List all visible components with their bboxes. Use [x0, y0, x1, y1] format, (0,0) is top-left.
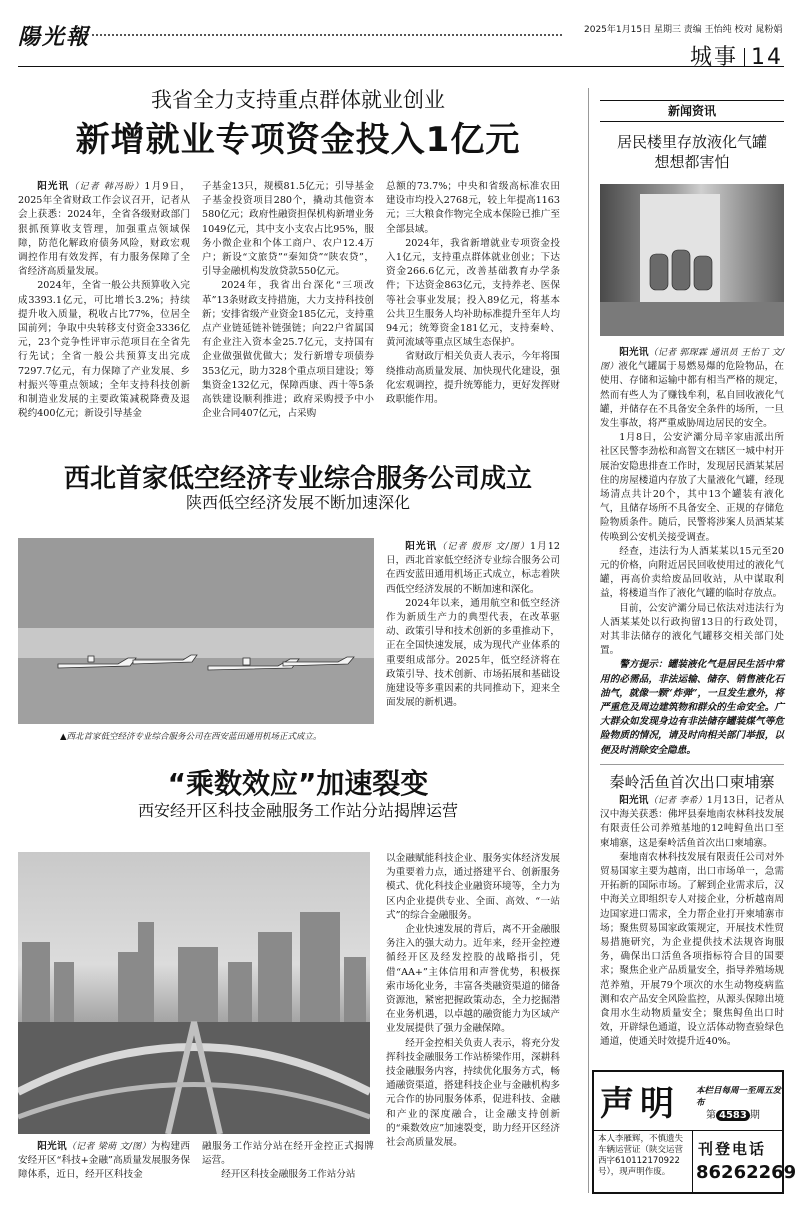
article1-column-1: [18, 180, 190, 421]
gas-cylinder-photo: [600, 184, 784, 336]
section-separator: [744, 48, 745, 66]
issue-info: 2025年1月15日 星期三 责编 王怡纯 校对 晁粉娟: [584, 25, 783, 35]
gas-cylinders-icon: [600, 184, 784, 336]
article1-lead: 阳光讯: [37, 181, 70, 192]
article1-text-5: 总额的73.7%；中央和省级高标准农田建设市均投入2768元，较上年提高1163元；三大粮食作物完全成本保险已推广至全部县域。: [386, 181, 560, 235]
article1-headline: 新增就业专项资金投入1亿元: [75, 120, 521, 160]
newspaper-logo: 陽光報: [18, 24, 91, 50]
article1-column-2: [202, 180, 374, 421]
news1-text-3: 经查，违法行为人酒某某以15元至20元的价格，向附近居民回收使用过的液化气罐，再高价卖给废品回收站，从中谋取利益，将楼道当作了液化气罐的临时存放点。: [600, 545, 784, 600]
article3-headline: “乘数效应”加速裂变: [167, 767, 429, 800]
article1-kicker: 我省全力支持重点群体就业创业: [151, 88, 445, 112]
article2-caption: ▲西北首家低空经济专业综合服务公司在西安蓝田通用机场正式成立。: [60, 732, 322, 742]
sidebar-news1-body: [600, 346, 784, 758]
news1-text-4: 目前，公安浐灞分局已依法对违法行为人酒某某处以行政拘留13日的行政处罚，对其非法储存的液化气罐移交相关部门处置。: [600, 602, 784, 657]
article2-text-1: 1月12日，西北首家低空经济专业综合服务公司在西安蓝田通用机场正式成立，标志着陕西低空经济发展的不断加速和深化。: [386, 541, 561, 595]
article3-text-2: 融服务工作站分站在经开金控正式揭牌运营。: [202, 1141, 374, 1167]
article2-column: [386, 540, 560, 710]
article3-text-5: 企业快速发展的背后，离不开金融服务注入的强大动力。近年来，经开金控遵循经开区及经发控股的战略指引，凭借“AA+”主体信用和声誉优势，积极探索市场化业务，丰富各类融资渠道的储备资源池，紧密把握政策动态，全力挖掘潜在业务机遇，以卓越的融资能力为区域产业发展提供了强力金融保障。: [386, 924, 560, 1035]
news1-tip: 警方提示：罐装液化气是居民生活中常用的必需品，非法运输、储存、销售液化石油气，就像一颗“炸弹”，一旦发生意外，将严重危及周边建筑物和群众的生命安全。广大群众如发现身边有非法储存罐装煤气等危险物质的情况，请及时向相关部门举报，以便及时消除安全隐患。: [600, 659, 784, 756]
notice-title: 声明: [600, 1084, 680, 1124]
article2-byline: （记者 殷形 文/图）: [437, 542, 530, 552]
article3-column-2: [202, 1140, 374, 1183]
sidebar-news2-title: 秦岭活鱼首次出口柬埔寨: [600, 764, 784, 792]
top-rule: [18, 66, 784, 67]
notice-issue-suffix: 期: [749, 1110, 760, 1121]
article3-byline: （记者 梁萌 文/图）: [66, 1142, 151, 1152]
notice-text: 本人李雁辉，不慎遗失车辆运营证（陕交运营西字610112170922号），现声明作废。: [598, 1134, 684, 1177]
notice-schedule: 本栏目每周一至周五发布: [696, 1086, 782, 1108]
article3-column-1: [18, 1140, 190, 1183]
airplanes-icon: [18, 538, 374, 724]
article1-text-2: 2024年，全省一般公共预算收入完成3393.1亿元，可比增长3.2%；持续提升收入质量，税收占比77%，位居全国前列；争取中央转移支付资金3336亿元，23个竞争性评审示范项目在全省先行先试；全省一般公共预算支出完成7297.7亿元，有力保障了产业发展、乡村振兴等重点领域；全年支持科技创新和制造业发展的主要政策减税降费及退税约400亿元；新设引导基金: [18, 280, 190, 420]
article1-text-1: 1月9日，2025年全省财政工作会议召开，记者从会上获悉：2024年，全省各级财政部门狠抓预算收支管理，加强重点领域保障，防范化解政府债务风险，财政宏观调控作用有效发挥，有力服务保障了全省经济高质量发展。: [18, 181, 190, 278]
notice-phone: 86262269: [696, 1162, 797, 1183]
article1-byline: （记者 韩冯盼）: [69, 182, 145, 192]
news2-byline: （记者 李希）: [648, 796, 707, 806]
article1-text-6: 2024年，我省新增就业专项资金投入1亿元，支持重点群体就业创业；下达资金266.6亿元，改善基础教育办学条件；下达资金863亿元，支持养老、医保等社会事业发展；投入89亿元，将基本公共卫生服务人均补助标准提升至年人均94元；统筹资金181亿元，支持秦岭、黄河流域等重点区域生态保护。: [386, 237, 560, 349]
article2-text-2: 2024年以来，通用航空和低空经济作为新质生产力的典型代表，在改革驱动、政策引导和技术创新的多重推动下，正在全国快速发展，成为现代产业体系的重要组成部分。2025年，低空经济将在政策引导、技术创新、市场拓展和基础设施建设等多重因素的共同推动下，迎来全面发展的新机遇。: [386, 597, 560, 709]
article1-column-3: [386, 180, 560, 407]
article3-lead: 阳光讯: [37, 1141, 67, 1152]
article3-text-1: 为构建西安经开区“科技+金融”高质量发展服务保障体系，近日，经开区科技金: [18, 1141, 191, 1181]
news1-text-1: 液化气罐属于易燃易爆的危险物品，在使用、存储和运输中都有相当严格的规定，然而有些人为了赚钱牟利，私自回收液化气罐，并储存在不具备安全条件的场所，一旦发生事故，将严重威胁周边居民的安全。: [600, 361, 784, 430]
article2-lead: 阳光讯: [405, 541, 438, 552]
article3-text-4: 以金融赋能科技企业、服务实体经济发展为重要着力点，通过搭建平台、创新服务模式、优化科技企业融资环境等，全力为区内企业提供专业、全面、高效、“一站式”的综合金融服务。: [386, 853, 560, 921]
masthead-divider: [92, 34, 562, 36]
news2-text-1: 1月13日，记者从汉中海关获悉：佛坪县秦地南农林科技发展有限责任公司养殖基地的12吨鲟鱼出口至柬埔寨，这是秦岭活鱼首次出口柬埔寨。: [600, 795, 785, 849]
city-skyline-icon: [18, 852, 370, 1134]
notice-phone-label: 刊登电话: [698, 1140, 767, 1158]
article1-text-3: 子基金13只，规模81.5亿元；引导基金子基金投资项目280个，撬动其他资本580亿元；政府性融资担保机构新增业务1049亿元，其中支小支农占比95%，服务小微企业和个体工商户、农户12.4万户；新设“文旅贷”“秦知贷”“陕农贷”，引导金融机构发放贷款550亿元。: [202, 181, 374, 278]
sidebar-news2-body: [600, 794, 784, 1050]
news1-text-2: 1月8日，公安浐灞分局辛家庙派出所社区民警李劲松和高智文在辖区一城中村开展治安隐患排查工作时，发现居民酒某某居住的房屋楼道内存放了大量液化气罐，经现场清点共计20个，其中13个罐装有液化气，且储存场所不具备安全、正规的存储危险物质条件。随后，民警将涉案人员酒某某传唤到公安机关接受调查。: [600, 432, 784, 543]
article2-kicker: 陕西低空经济发展不断加速深化: [185, 493, 410, 512]
article3-text-3: 经开区科技金融服务工作站分站: [221, 1169, 356, 1181]
article1-text-4: 2024年，我省出台深化“三项改革”13条财政支持措施，大力支持科技创新；安排省级产业资金185亿元，支持重点产业链延链补链强链；向22户省属国有企业注入资本金25.7亿元，支持国有企业做强做优做大；发行新增专项债券353亿元，助力328个重点项目建设；筹集资金132亿元，保障西康、西十等5条高铁建设顺利推进；政府采购授予中小企业合同407亿元，占采购: [202, 280, 374, 420]
notice-box: [592, 1070, 797, 1194]
page-number: 14: [751, 45, 783, 70]
news1-byline: （记者 郭琛霖 通讯员 王怡丁 文/图）: [600, 348, 784, 373]
section-name: 城事: [689, 45, 738, 70]
sidebar-news1-title: [600, 132, 784, 172]
city-photo: [18, 852, 370, 1134]
notice-issue-prefix: 第: [706, 1110, 716, 1121]
airport-photo: [18, 538, 374, 724]
news1-title-line1: 居民楼里存放液化气罐: [616, 133, 767, 151]
column-separator: [588, 88, 589, 1193]
news1-title-line2: 想想都害怕: [654, 153, 730, 171]
article1-text-7: 省财政厅相关负责人表示，今年将围绕推动高质量发展、加快现代化建设，强化宏观调控，提升统筹能力，更好发挥财政职能作用。: [386, 351, 560, 406]
notice-vdivider: [692, 1130, 693, 1192]
notice-issue: [706, 1106, 760, 1121]
article3-text-6: 经开金控相关负责人表示，将充分发挥科技金融服务工作站桥梁作用，深耕科技金融服务内容，持续优化服务方式，畅通融资渠道，搭建科技企业与金融机构多元合作的协同服务体系，促进科技、金融和产业的深度融合，让金融支持创新的“乘数效应”加速裂变，助力经开区经济社会高质量发展。: [386, 1037, 560, 1149]
news1-lead: 阳光讯: [619, 347, 649, 358]
notice-divider: [594, 1130, 782, 1131]
news2-lead: 阳光讯: [619, 795, 649, 806]
article3-kicker: 西安经开区科技金融服务工作站分站揭牌运营: [137, 801, 458, 820]
article2-headline: 西北首家低空经济专业综合服务公司成立: [63, 464, 532, 494]
notice-issue-number: 4583: [716, 1110, 750, 1121]
news2-text-2: 秦地南农林科技发展有限责任公司对外贸易国家主要为越南，出口市场单一，急需开拓新的国际市场。了解到企业需求后，汉中海关立即组织专人对接企业，分析越南周边国家进口需求，全力帮企业打开柬埔寨市场；聚焦贸易国家政策规定，开展技术性贸易措施研究，为企业提供技术法规咨询服务，确保出口活鱼各项指标符合目的国要求；聚焦企业产品质量安全，指导养殖场规范养殖，开展79个项次的水生动物疫病监测和农产品安全风险监控，从源头保障出境食用水生动物质量安全；聚焦鲟鱼出口时效，开辟绿色通道，设立活体动物查验绿色通道，使通关时效提升近40%。: [600, 851, 784, 1048]
article3-column-3: [386, 852, 560, 1150]
news-badge: 新闻资讯: [600, 100, 784, 122]
